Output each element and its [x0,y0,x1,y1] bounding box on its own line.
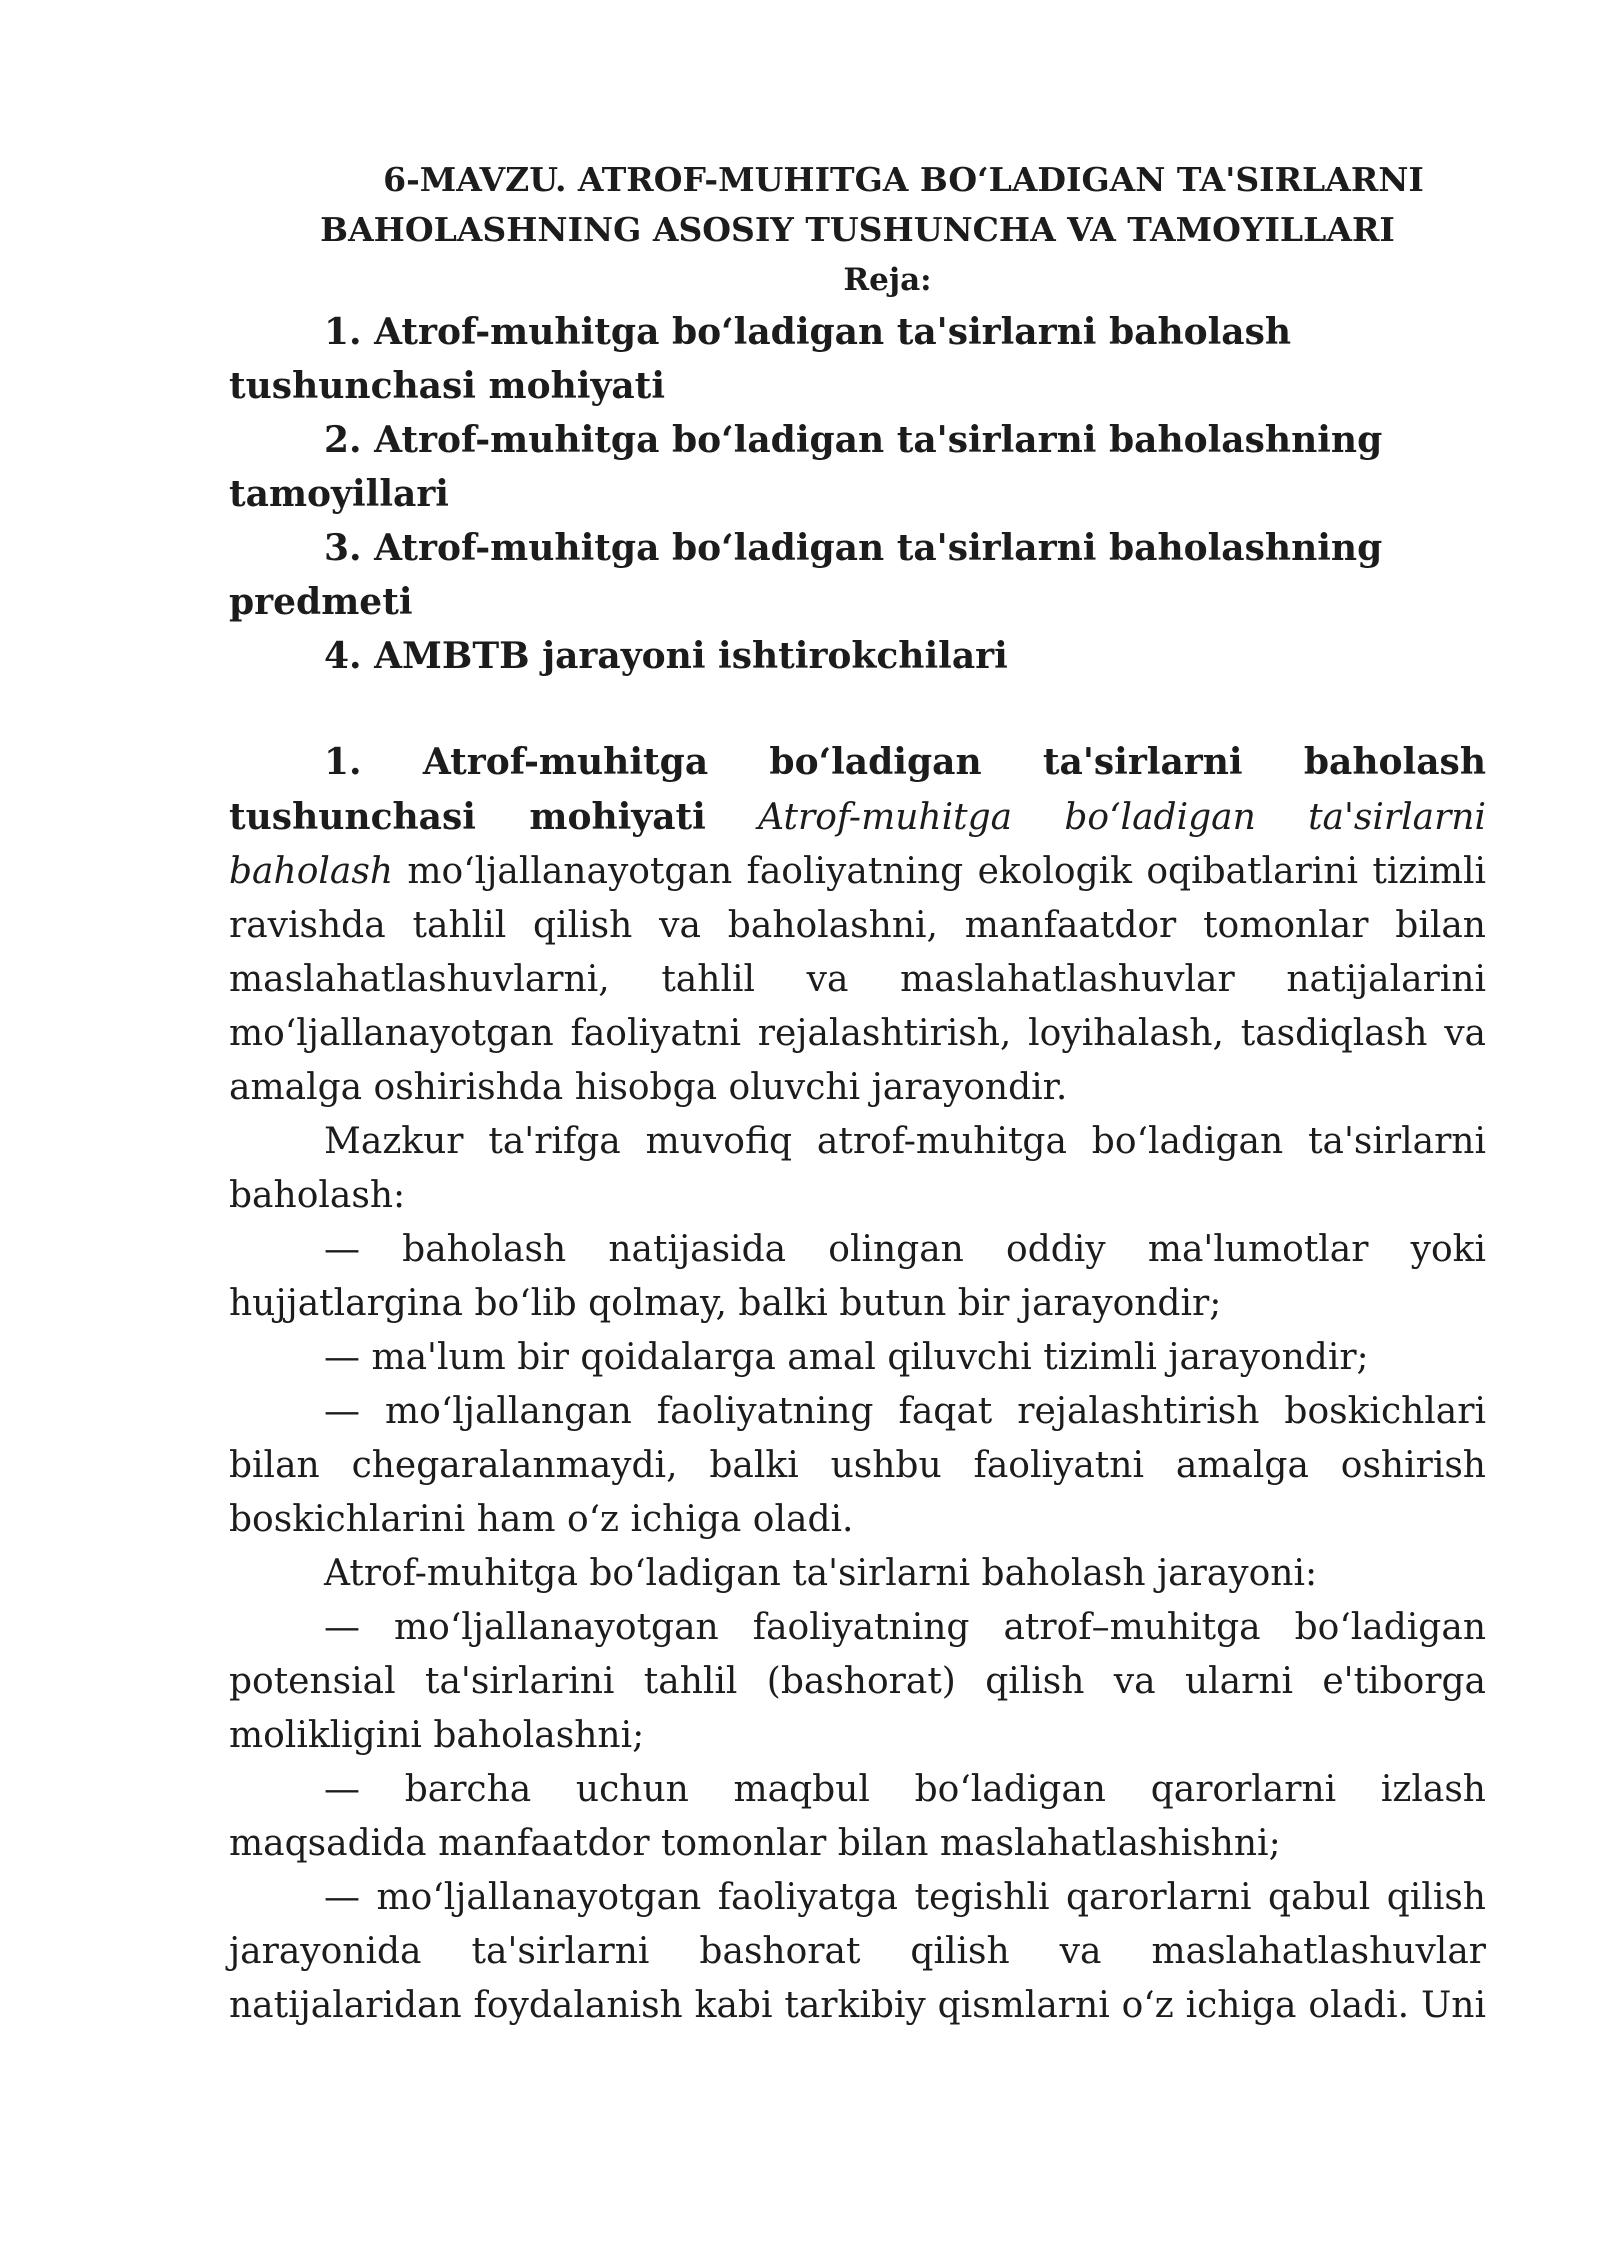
list-2-item-3: — mo‘ljallanayotgan faoliyatga tegishli qarorlarni qabul qilish jarayonida ta'sirlarni bashorat qilish va maslahatlashuvlar natijalaridan foydalanish kabi tarkibiy qismlarni o‘z ichiga oladi. Uni [229,1877,1486,2026]
plan-item-2: 2. Atrof-muhitga bo‘ladigan ta'sirlarni baholashning tamoyillari [229,419,1383,515]
list-1-item-1: — baholash natijasida olingan oddiy ma'lumotlar yoki hujjatlargina bo‘lib qolmay, balki butun bir jarayondir; [229,1229,1486,1324]
document-title [229,155,1486,255]
document-content [229,155,1486,2033]
list-1-item-2: — ma'lum bir qoidalarga amal qiluvchi tizimli jarayondir; [324,1337,1369,1378]
intro-paragraph-1: Mazkur ta'rifga muvofiq atrof-muhitga bo‘ladigan ta'sirlarni baholash: [229,1121,1486,1216]
section-1-heading: 1. Atrof-muhitga bo‘ladigan ta'sirlarni baholash tushunchasi mohiyati [229,741,1486,838]
definition-text: mo‘ljallanayotgan faoliyatning ekologik oqibatlarini tizimli ravishda tahlil qilish va baholashni, manfaatdor tomonlar bilan maslahatlashuvlarni, tahlil va maslahatlashuvlar natijalarini mo‘ljallanayotgan faoliyatni rejalashtirish, loyihalash, tasdiqlash va amalga oshirishda hisobga oluvchi jarayondir. [229,851,1486,1108]
list-2-item-1: — mo‘ljallanayotgan faoliyatning atrof–muhitga bo‘ladigan potensial ta'sirlarini tahlil (bashorat) qilish va ularni e'tiborga molikligini baholashni; [229,1607,1486,1756]
title-line-1: 6-MAVZU. ATROF-MUHITGA BO‘LADIGAN TA'SIRLARNI [383,160,1424,199]
section-1-paragraph [229,735,1486,1115]
plan-heading: Reja: [843,262,932,298]
title-line-2: BAHOLASHNING ASOSIY TUSHUNCHA VA TAMOYILLARI [320,210,1395,249]
section-spacer [229,683,1486,735]
plan-item-3: 3. Atrof-muhitga bo‘ladigan ta'sirlarni baholashning predmeti [229,527,1383,623]
list-2-item-2: — barcha uchun maqbul bo‘ladigan qarorlarni izlash maqsadida manfaatdor tomonlar bilan maslahatlashishni; [229,1769,1486,1864]
intro-paragraph-2: Atrof-muhitga bo‘ladigan ta'sirlarni baholash jarayoni: [324,1553,1318,1594]
list-1-item-3: — mo‘ljallangan faoliyatning faqat rejalashtirish boskichlari bilan chegaralanmaydi, balki ushbu faoliyatni amalga oshirish boskichlarini ham o‘z ichiga oladi. [229,1391,1486,1540]
defined-term: Atrof-muhitga bo‘ladigan ta'sirlarni baholash [229,797,1486,892]
plan-item-4: 4. AMBTB jarayoni ishtirokchilari [324,635,1008,677]
plan-item-1: 1. Atrof-muhitga bo‘ladigan ta'sirlarni baholash tushunchasi mohiyati [229,311,1292,407]
